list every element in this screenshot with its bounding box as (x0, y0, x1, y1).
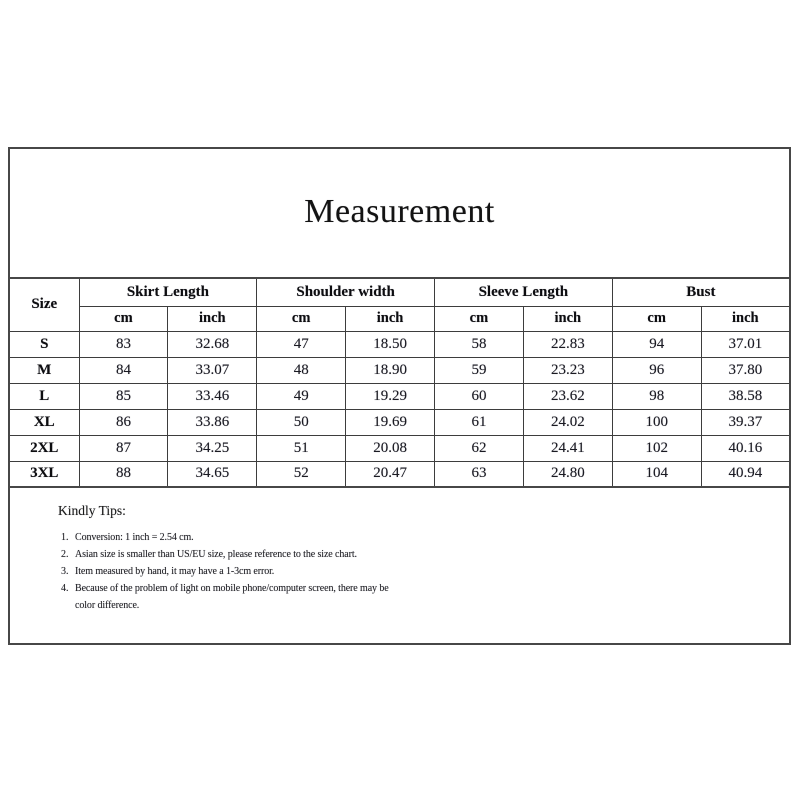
value-cell: 102 (612, 435, 701, 461)
size-cell: 3XL (9, 461, 79, 487)
value-cell: 98 (612, 383, 701, 409)
value-cell: 50 (257, 409, 346, 435)
value-cell: 60 (435, 383, 524, 409)
tip-line: color difference. (75, 600, 140, 611)
group-header-shoulder-width: Shoulder width (257, 278, 435, 306)
unit-header-row (9, 306, 790, 331)
measurement-table (8, 277, 791, 488)
value-cell: 23.62 (523, 383, 612, 409)
value-cell: 88 (79, 461, 168, 487)
value-cell: 104 (612, 461, 701, 487)
tip-number: 1. (61, 532, 69, 543)
unit-header-cm: cm (257, 306, 346, 331)
value-cell: 20.08 (346, 435, 435, 461)
size-column-header: Size (9, 278, 79, 331)
table-row (9, 461, 790, 487)
value-cell: 18.50 (346, 331, 435, 357)
tips-heading: Kindly Tips: (58, 503, 126, 518)
tips-list (61, 529, 389, 614)
size-cell: L (9, 383, 79, 409)
tip-number: 3. (61, 566, 69, 577)
value-cell: 87 (79, 435, 168, 461)
tip-line: Item measured by hand, it may have a 1-3cm error. (75, 566, 275, 577)
value-cell: 84 (79, 357, 168, 383)
unit-header-inch: inch (168, 306, 257, 331)
unit-header-cm: cm (79, 306, 168, 331)
value-cell: 37.01 (701, 331, 790, 357)
measurement-sheet-frame (8, 147, 791, 645)
value-cell: 24.80 (523, 461, 612, 487)
value-cell: 100 (612, 409, 701, 435)
table-body (9, 331, 790, 487)
page-title: Measurement (304, 193, 495, 230)
unit-header-inch: inch (701, 306, 790, 331)
value-cell: 34.25 (168, 435, 257, 461)
table-row (9, 409, 790, 435)
value-cell: 85 (79, 383, 168, 409)
value-cell: 62 (435, 435, 524, 461)
value-cell: 34.65 (168, 461, 257, 487)
tip-item (61, 580, 389, 614)
unit-header-inch: inch (346, 306, 435, 331)
unit-header-cm: cm (435, 306, 524, 331)
tip-text (75, 546, 357, 563)
size-cell: S (9, 331, 79, 357)
value-cell: 61 (435, 409, 524, 435)
value-cell: 52 (257, 461, 346, 487)
tip-number: 4. (61, 583, 69, 594)
value-cell: 23.23 (523, 357, 612, 383)
tip-item (61, 563, 389, 580)
value-cell: 33.46 (168, 383, 257, 409)
value-cell: 18.90 (346, 357, 435, 383)
tip-number: 2. (61, 549, 69, 560)
tip-text (75, 563, 274, 580)
value-cell: 59 (435, 357, 524, 383)
value-cell: 51 (257, 435, 346, 461)
table-row (9, 331, 790, 357)
value-cell: 47 (257, 331, 346, 357)
value-cell: 19.29 (346, 383, 435, 409)
value-cell: 37.80 (701, 357, 790, 383)
size-cell: XL (9, 409, 79, 435)
table-row (9, 435, 790, 461)
tip-text (75, 529, 194, 546)
group-header-bust: Bust (612, 278, 790, 306)
value-cell: 86 (79, 409, 168, 435)
value-cell: 94 (612, 331, 701, 357)
tip-line: Conversion: 1 inch = 2.54 cm. (75, 532, 194, 543)
tip-line: Because of the problem of light on mobile phone/computer screen, there may be (75, 583, 389, 594)
tips-section (58, 503, 389, 614)
table-header (9, 278, 790, 331)
value-cell: 32.68 (168, 331, 257, 357)
unit-header-cm: cm (612, 306, 701, 331)
value-cell: 63 (435, 461, 524, 487)
value-cell: 58 (435, 331, 524, 357)
value-cell: 33.86 (168, 409, 257, 435)
value-cell: 20.47 (346, 461, 435, 487)
value-cell: 96 (612, 357, 701, 383)
value-cell: 39.37 (701, 409, 790, 435)
group-header-sleeve-length: Sleeve Length (435, 278, 613, 306)
value-cell: 24.02 (523, 409, 612, 435)
value-cell: 49 (257, 383, 346, 409)
group-header-row (9, 278, 790, 306)
size-cell: M (9, 357, 79, 383)
value-cell: 48 (257, 357, 346, 383)
tip-text (75, 580, 389, 614)
tip-line: Asian size is smaller than US/EU size, please reference to the size chart. (75, 549, 357, 560)
value-cell: 22.83 (523, 331, 612, 357)
value-cell: 40.16 (701, 435, 790, 461)
value-cell: 33.07 (168, 357, 257, 383)
value-cell: 38.58 (701, 383, 790, 409)
table-row (9, 383, 790, 409)
value-cell: 24.41 (523, 435, 612, 461)
value-cell: 19.69 (346, 409, 435, 435)
table-row (9, 357, 790, 383)
unit-header-inch: inch (523, 306, 612, 331)
size-cell: 2XL (9, 435, 79, 461)
tip-item (61, 529, 389, 546)
value-cell: 40.94 (701, 461, 790, 487)
tip-item (61, 546, 389, 563)
value-cell: 83 (79, 331, 168, 357)
group-header-skirt-length: Skirt Length (79, 278, 257, 306)
